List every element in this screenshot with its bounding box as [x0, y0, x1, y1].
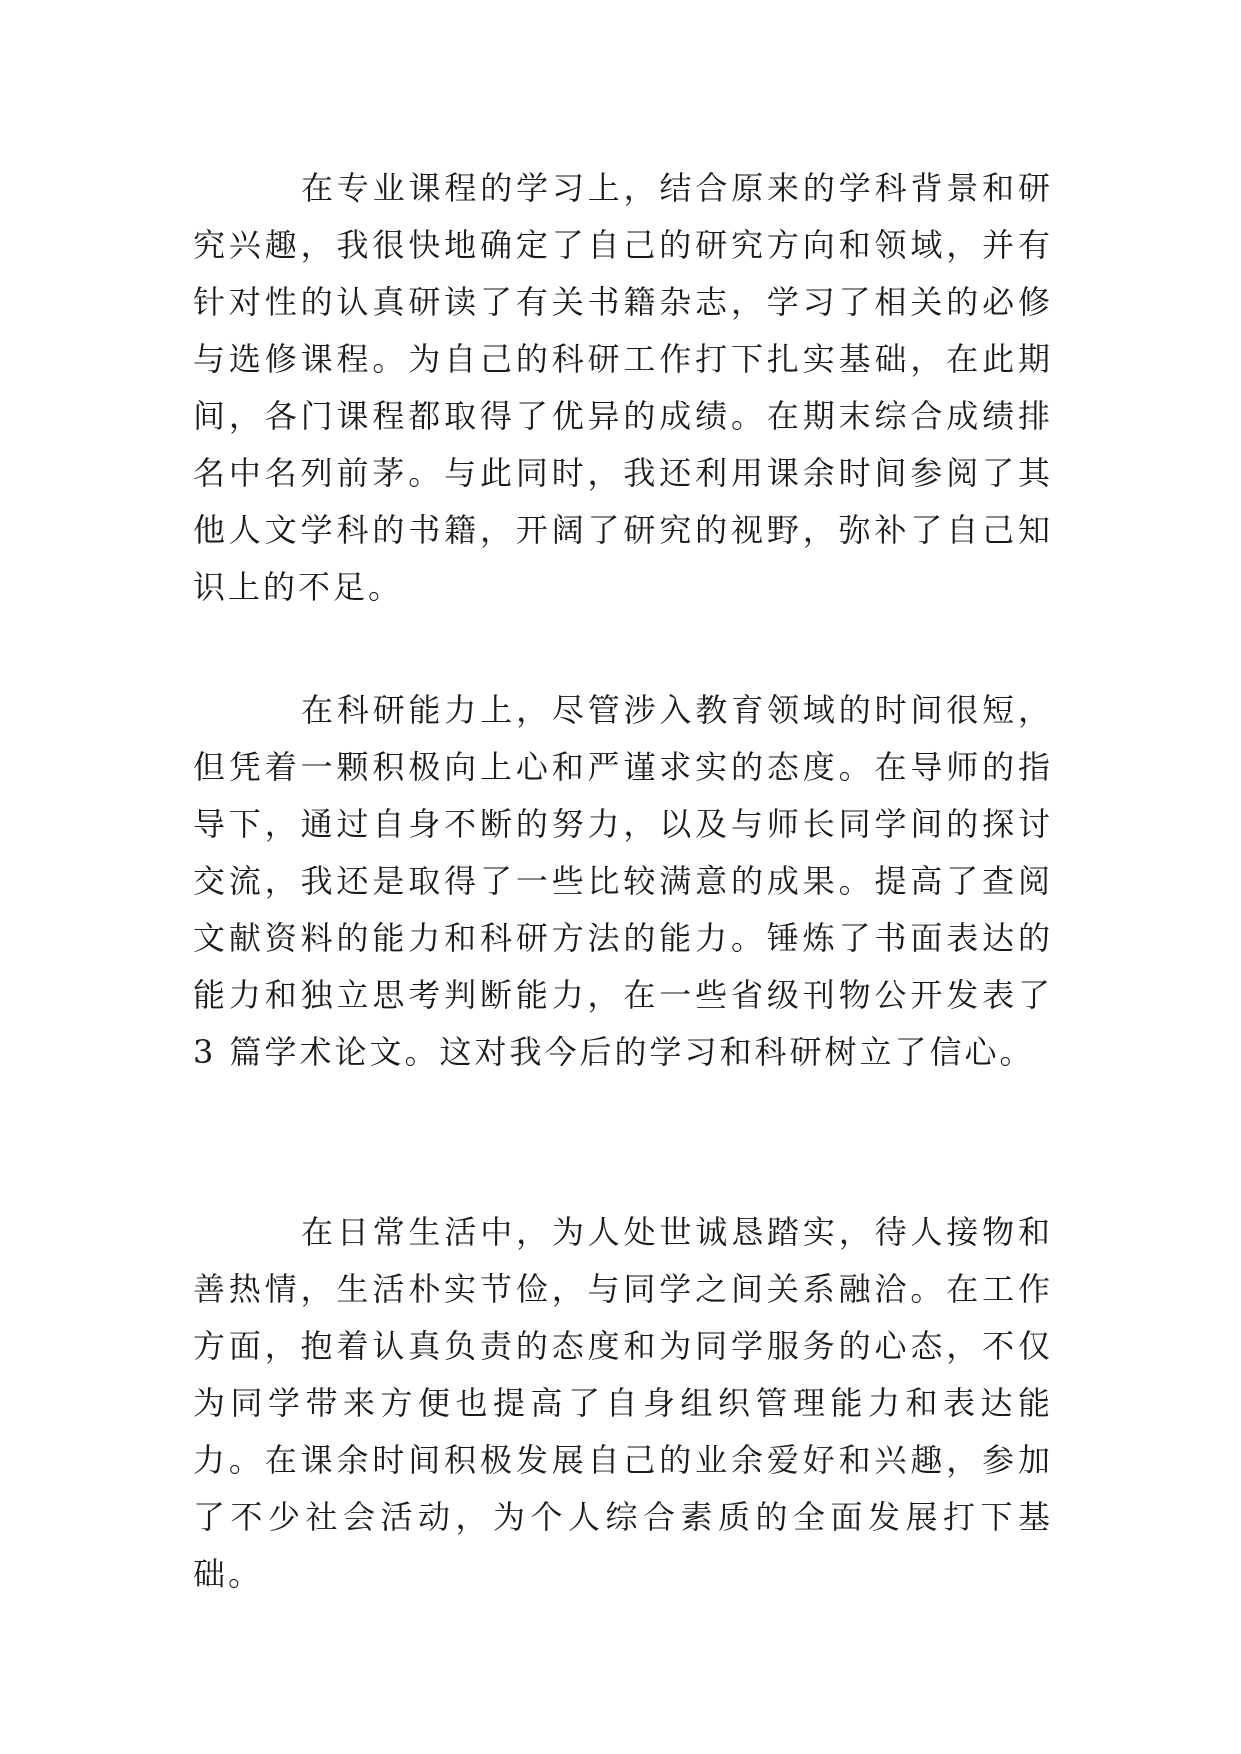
paragraph-daily-life: 在日常生活中，为人处世诚恳踏实，待人接物和善热情，生活朴实节俭，与同学之间关系融洽。在工作方面，抱着认真负责的态度和为同学服务的心态，不仅为同学带来方便也提高了自身组织管理能力和表达能力。在课余时间积极发展自己的业余爱好和兴趣，参加了不少社会活动，为个人综合素质的全面发展打下基础。	[193, 1213, 1053, 1593]
paragraph-coursework: 在专业课程的学习上，结合原来的学科背景和研究兴趣，我很快地确定了自己的研究方向和领域，并有针对性的认真研读了有关书籍杂志，学习了相关的必修与选修课程。为自己的科研工作打下扎实基础，在此期间，各门课程都取得了优异的成绩。在期末综合成绩排名中名列前茅。与此同时，我还利用课余时间参阅了其他人文学科的书籍，开阔了研究的视野，弥补了自己知识上的不足。	[193, 169, 1053, 606]
paragraph-research: 在科研能力上，尽管涉入教育领域的时间很短，但凭着一颗积极向上心和严谨求实的态度。在导师的指导下，通过自身不断的努力，以及与师长同学间的探讨交流，我还是取得了一些比较满意的成果。提高了查阅文献资料的能力和科研方法的能力。锤炼了书面表达的能力和独立思考判断能力，在一些省级刊物公开发表了 3 篇学术论文。这对我今后的学习和科研树立了信心。	[193, 691, 1053, 1071]
